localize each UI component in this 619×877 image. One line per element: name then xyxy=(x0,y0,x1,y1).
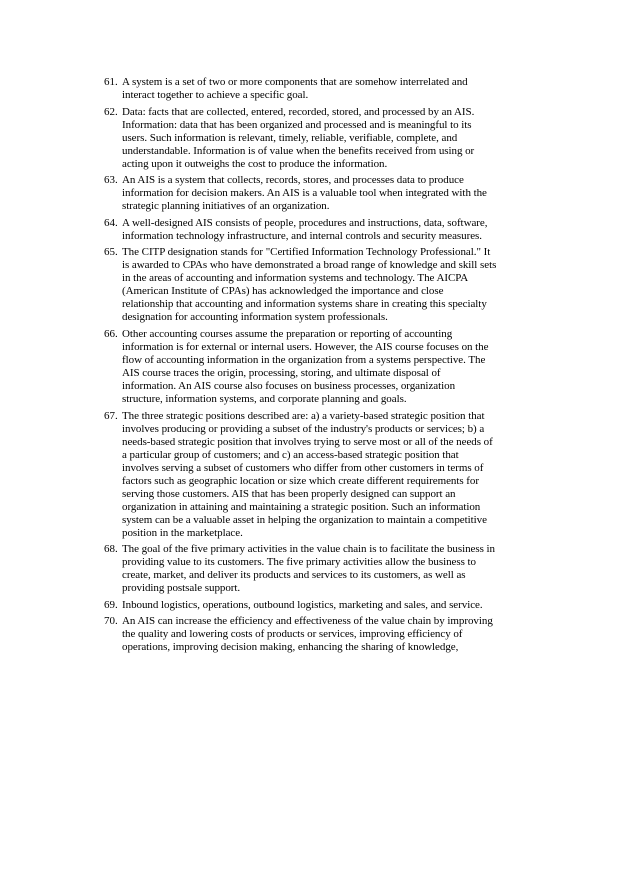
item-number: 64. xyxy=(104,216,118,229)
item-text xyxy=(122,76,534,102)
item-text xyxy=(122,543,534,595)
text-line: information is for external or internal users. However, the AIS course focuses on the xyxy=(122,340,489,353)
text-line: understandable. Information is of value when the benefits received from using or xyxy=(122,144,475,157)
item-text xyxy=(122,217,534,243)
text-line: information. An AIS course also focuses on business processes, organization xyxy=(122,379,456,392)
list-item xyxy=(104,410,534,540)
text-line: acting upon it outweighs the cost to produce the information. xyxy=(122,157,388,170)
text-line: in the areas of accounting and information systems and technology. The AICPA xyxy=(122,272,469,285)
text-line: information for decision makers. An AIS is a valuable tool when integrated with the xyxy=(122,187,487,200)
text-line: A system is a set of two or more components that are somehow interrelated and xyxy=(122,76,468,88)
item-number: 62. xyxy=(104,105,118,118)
list-item xyxy=(104,174,534,213)
text-line: The CITP designation stands for "Certified Information Technology Professional." It xyxy=(122,246,491,259)
text-line: strategic planning initiatives of an organization. xyxy=(122,200,330,213)
text-line: create, market, and deliver its products and services to its customers, as well as xyxy=(122,569,466,582)
numbered-answer-list xyxy=(104,76,534,658)
text-line: AIS course traces the origin, processing, storing, and ultimate disposal of xyxy=(122,366,441,379)
text-line: structure, information systems, and corporate planning and goals. xyxy=(122,392,407,405)
item-number: 68. xyxy=(104,543,118,556)
list-item xyxy=(104,246,534,324)
text-line: designation for accounting information system professionals. xyxy=(122,311,388,324)
text-line: Information: data that has been organized and processed and is meaningful to its xyxy=(122,118,472,131)
text-line: operations, improving decision making, enhancing the sharing of knowledge, xyxy=(122,641,459,654)
text-line: An AIS can increase the efficiency and effectiveness of the value chain by improving xyxy=(122,615,493,628)
list-item xyxy=(104,543,534,595)
list-item xyxy=(104,106,534,171)
item-number: 66. xyxy=(104,327,118,340)
text-line: is awarded to CPAs who have demonstrated a broad range of knowledge and skill sets xyxy=(122,259,497,272)
text-line: Other accounting courses assume the preparation or reporting of accounting xyxy=(122,327,453,340)
text-line: Inbound logistics, operations, outbound logistics, marketing and sales, and service. xyxy=(122,598,483,611)
list-item xyxy=(104,599,534,612)
text-line: position in the marketplace. xyxy=(122,526,243,539)
text-line: involves serving a subset of customers who differ from other customers in terms of xyxy=(122,461,484,474)
item-text xyxy=(122,106,534,171)
text-line: Data: facts that are collected, entered, recorded, stored, and processed by an AIS. xyxy=(122,105,475,118)
item-number: 67. xyxy=(104,409,118,422)
text-line: The goal of the five primary activities in the value chain is to facilitate the business in xyxy=(122,543,496,556)
item-text xyxy=(122,174,534,213)
list-item xyxy=(104,328,534,406)
text-line: relationship that accounting and information systems share in creating this specialty xyxy=(122,298,487,311)
text-line: organization in attaining and maintaining a strategic position. Such an information xyxy=(122,500,481,513)
item-text xyxy=(122,328,534,406)
text-line: information technology infrastructure, and internal controls and security measures. xyxy=(122,229,482,242)
item-number: 69. xyxy=(104,598,118,611)
text-line: users. Such information is relevant, timely, reliable, verifiable, complete, and xyxy=(122,131,458,144)
text-line: interact together to achieve a specific goal. xyxy=(122,89,309,101)
text-line: providing value to its customers. The five primary activities allow the business to xyxy=(122,556,476,569)
text-line: needs-based strategic position that involves trying to serve most or all of the needs of xyxy=(122,435,493,448)
text-line: A well-designed AIS consists of people, procedures and instructions, data, software, xyxy=(122,216,488,229)
item-text xyxy=(122,246,534,324)
item-number: 65. xyxy=(104,246,118,259)
text-line: serving those customers. AIS that has been properly designed can support an xyxy=(122,487,456,500)
text-line: the quality and lowering costs of products or services, improving efficiency of xyxy=(122,628,463,641)
text-line: system can be a valuable asset in helping the organization to maintain a competitive xyxy=(122,513,487,526)
text-line: providing postsale support. xyxy=(122,582,241,595)
list-item xyxy=(104,76,534,102)
text-line: The three strategic positions described are: a) a variety-based strategic position that xyxy=(122,409,485,422)
item-number: 61. xyxy=(104,76,118,88)
text-line: (American Institute of CPAs) has acknowledged the importance and close xyxy=(122,285,444,298)
item-text xyxy=(122,410,534,540)
list-item xyxy=(104,615,534,654)
list-item xyxy=(104,217,534,243)
text-line: factors such as geographic location or size which create different requirements for xyxy=(122,474,479,487)
text-line: involves producing or providing a subset of the industry's products or services; b) a xyxy=(122,422,485,435)
text-line: flow of accounting information in the organization from a systems perspective. The xyxy=(122,353,486,366)
item-number: 70. xyxy=(104,615,118,628)
item-number: 63. xyxy=(104,174,118,187)
text-line: a particular group of customers; and c) an access-based strategic position that xyxy=(122,448,459,461)
text-line: An AIS is a system that collects, records, stores, and processes data to produce xyxy=(122,174,464,187)
item-text xyxy=(122,615,534,654)
item-text xyxy=(122,599,534,612)
